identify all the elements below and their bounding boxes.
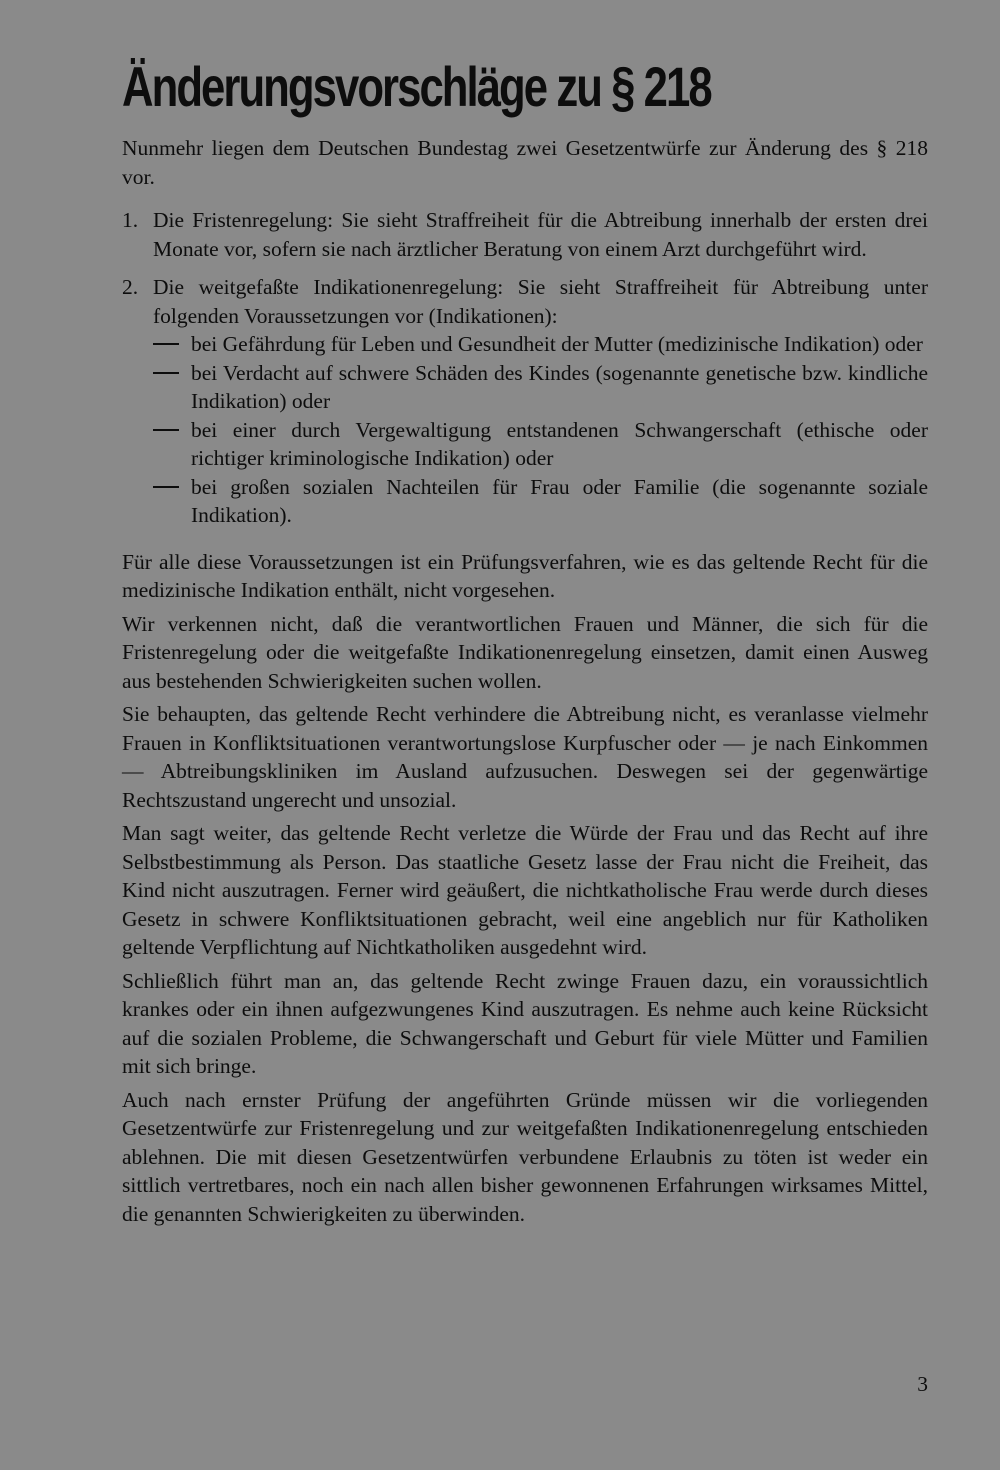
body-paragraph: Wir verkennen nicht, daß die verantwortlichen Frauen und Männer, die sich für die Fristenregelung oder die weitgefaßte Indikationenregelung einsetzen, damit einen Ausweg aus bestehenden Schwierigkeiten suchen wollen.	[122, 611, 928, 693]
proposals-list	[122, 206, 928, 530]
indication-text: bei Gefährdung für Leben und Gesundheit der Mutter (medizinische Indikation) oder	[191, 332, 923, 356]
indication-text: bei Verdacht auf schwere Schäden des Kindes (sogenannte genetische bzw. kindliche Indikation) oder	[191, 360, 928, 413]
body-paragraph: Auch nach ernster Prüfung der angeführten Gründe müssen wir die vorliegenden Gesetzentwürfe zur Fristenregelung und zur weitgefaßten Indikationenregelung entschieden ablehnen. Die mit diesen Gesetzentwürfen verbundene Erlaubnis zu töten ist weder ein sittlich vertretbares, noch ein nach allen bisher gewonnenen Erfahrungen wirksames Mittel, die genannten Schwierigkeiten zu überwinden.	[122, 1087, 928, 1226]
indications-list	[153, 330, 928, 530]
indication-text: bei großen sozialen Nachteilen für Frau oder Familie (die sogenannte soziale Indikation).	[191, 474, 928, 527]
proposal-text: Die weitgefaßte Indikationenregelung: Sie sieht Straffreiheit für Abtreibung unter folgenden Voraussetzungen vor (Indikationen):	[153, 275, 928, 328]
indication-item	[153, 473, 928, 530]
dash-bullet	[153, 486, 179, 488]
proposal-item	[122, 206, 928, 263]
indication-item	[153, 330, 928, 359]
page-title: Änderungsvorschläge zu § 218	[122, 55, 711, 118]
body-paragraph: Schließlich führt man an, das geltende Recht zwinge Frauen dazu, ein voraussichtlich krankes oder ein ihnen aufgezwungenes Kind auszutragen. Es nehme auch keine Rücksicht auf die sozialen Probleme, die Schwangerschaft und Geburt für viele Mütter und Familien mit sich bringe.	[122, 968, 928, 1078]
proposal-item	[122, 273, 928, 530]
dash-bullet	[153, 343, 179, 345]
body-paragraph: Für alle diese Voraussetzungen ist ein Prüfungsverfahren, wie es das geltende Recht für die medizinische Indikation enthält, nicht vorgesehen.	[122, 549, 928, 602]
indication-item	[153, 359, 928, 416]
body-paragraph: Man sagt weiter, das geltende Recht verletze die Würde der Frau und das Recht auf ihre Selbstbestimmung als Person. Das staatliche Gesetz lasse der Frau nicht die Freiheit, das Kind nicht auszutragen. Ferner wird geäußert, die nichtkatholische Frau werde durch dieses Gesetz in schwere Konfliktsituationen gebracht, weil eine angeblich nur für Katholiken geltende Verpflichtung auf Nichtkatholiken ausgedehnt wird.	[122, 821, 928, 959]
proposal-number: 2.	[122, 275, 139, 299]
proposal-number: 1.	[122, 208, 139, 232]
page-number: 3	[917, 1372, 928, 1396]
body-text	[122, 548, 928, 1229]
dash-bullet	[153, 372, 179, 374]
document-page	[122, 48, 928, 1233]
indication-text: bei einer durch Vergewaltigung entstandenen Schwangerschaft (ethische oder richtiger kriminologische Indikation) oder	[191, 417, 928, 470]
dash-bullet	[153, 429, 179, 431]
proposal-text: Die Fristenregelung: Sie sieht Straffreiheit für die Abtreibung innerhalb der ersten drei Monate vor, sofern sie nach ärztlicher Beratung von einem Arzt durchgeführt wird.	[153, 208, 928, 261]
body-paragraph: Sie behaupten, das geltende Recht verhindere die Abtreibung nicht, es veranlasse vielmehr Frauen in Konfliktsituationen verantwortungslose Kurpfuscher oder — je nach Einkommen — Abtreibungskliniken im Ausland aufzusuchen. Deswegen sei der gegenwärtige Rechtszustand ungerecht und unsozial.	[122, 702, 928, 812]
indication-item	[153, 416, 928, 473]
intro-paragraph: Nunmehr liegen dem Deutschen Bundestag zwei Gesetzentwürfe zur Änderung des § 218 vor.	[122, 136, 928, 189]
